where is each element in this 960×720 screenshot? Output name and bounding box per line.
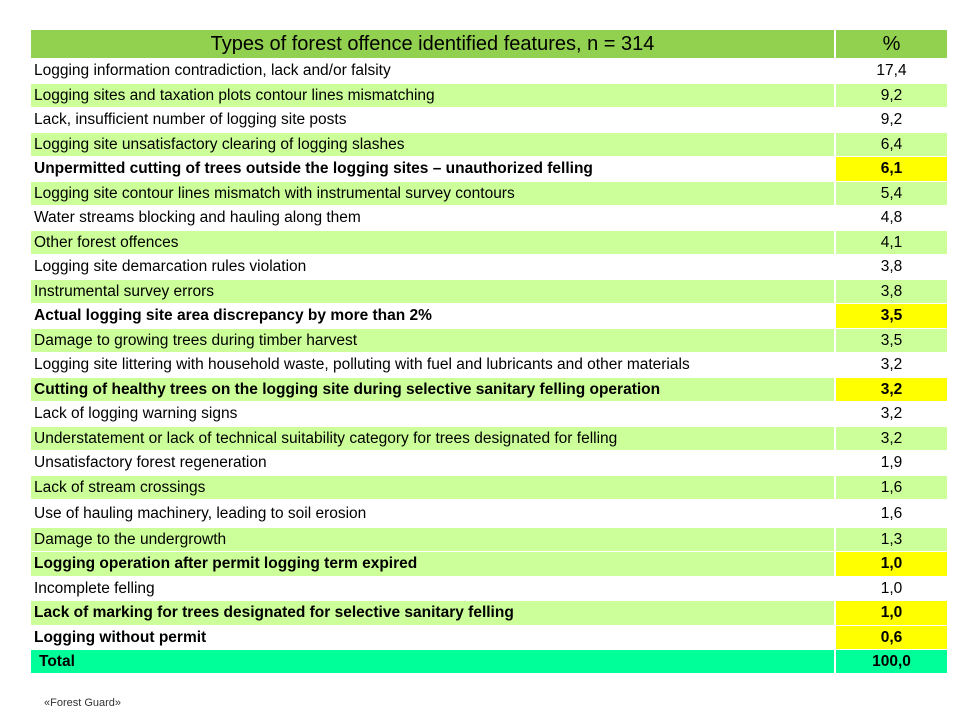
- table-row: [31, 626, 947, 650]
- row-percent: 3,5: [880, 331, 903, 349]
- row-label: Unsatisfactory forest regeneration: [31, 451, 836, 475]
- table-row: [31, 402, 947, 427]
- row-percent: 1,3: [880, 530, 903, 548]
- row-percent: 3,2: [836, 378, 947, 401]
- total-value: 100,0: [872, 652, 911, 670]
- table-row: [31, 353, 947, 378]
- table-row: [31, 577, 947, 601]
- table-row: [31, 231, 947, 255]
- row-percent: 3,8: [880, 258, 903, 275]
- row-label: Cutting of healthy trees on the logging site during selective sanitary felling operation: [31, 378, 836, 401]
- total-label: Total: [31, 650, 836, 673]
- row-label: Water streams blocking and hauling along them: [31, 206, 836, 230]
- row-label: Logging site littering with household waste, polluting with fuel and lubricants and other materials: [31, 353, 836, 377]
- row-label: Lack, insufficient number of logging site posts: [31, 108, 836, 132]
- table-row: [31, 206, 947, 231]
- row-label: Logging sites and taxation plots contour lines mismatching: [31, 84, 836, 107]
- table-header: [31, 30, 947, 59]
- table-row: [31, 378, 947, 402]
- row-percent: 0,6: [836, 626, 947, 649]
- table-row: [31, 108, 947, 133]
- row-percent: 6,4: [880, 135, 903, 153]
- table-row: [31, 133, 947, 157]
- table-row: [31, 528, 947, 552]
- row-percent: 3,2: [880, 356, 903, 373]
- row-percent: 1,0: [836, 552, 947, 576]
- row-label: Incomplete felling: [31, 577, 836, 600]
- row-label: Use of hauling machinery, leading to soil erosion: [31, 500, 836, 527]
- row-label: Lack of logging warning signs: [31, 402, 836, 426]
- row-label: Logging without permit: [31, 626, 836, 649]
- row-label: Unpermitted cutting of trees outside the logging sites – unauthorized felling: [31, 157, 836, 181]
- table-row: [31, 59, 947, 84]
- table-row: [31, 182, 947, 206]
- table-body: [31, 59, 947, 650]
- row-percent: 3,8: [880, 282, 903, 300]
- row-percent: 5,4: [880, 184, 903, 202]
- row-percent: 9,2: [880, 86, 903, 104]
- row-percent: 3,2: [880, 405, 903, 422]
- row-percent: 4,1: [880, 233, 903, 251]
- table-row: [31, 329, 947, 353]
- table-row: [31, 451, 947, 476]
- row-label: Other forest offences: [31, 231, 836, 254]
- header-title: Types of forest offence identified features, n = 314: [31, 30, 836, 58]
- row-percent: 17,4: [876, 62, 907, 79]
- row-percent: 1,9: [880, 454, 903, 471]
- table-row: [31, 500, 947, 528]
- row-label: Actual logging site area discrepancy by more than 2%: [31, 304, 836, 328]
- row-label: Instrumental survey errors: [31, 280, 836, 303]
- row-label: Logging site unsatisfactory clearing of logging slashes: [31, 133, 836, 156]
- row-label: Damage to growing trees during timber harvest: [31, 329, 836, 352]
- row-percent: 3,2: [880, 429, 903, 447]
- row-label: Logging information contradiction, lack and/or falsity: [31, 59, 836, 83]
- table-row: [31, 157, 947, 182]
- offence-table: [31, 30, 947, 674]
- table-row: [31, 601, 947, 626]
- row-percent: 4,8: [880, 209, 903, 226]
- row-label: Understatement or lack of technical suitability category for trees designated for felling: [31, 427, 836, 450]
- table-row: [31, 427, 947, 451]
- row-label: Lack of marking for trees designated for selective sanitary felling: [31, 601, 836, 625]
- table-row: [31, 552, 947, 577]
- table-row: [31, 255, 947, 280]
- row-label: Damage to the undergrowth: [31, 528, 836, 551]
- table-row: [31, 304, 947, 329]
- row-label: Logging site demarcation rules violation: [31, 255, 836, 279]
- header-percent: %: [882, 32, 901, 55]
- table-row: [31, 476, 947, 500]
- row-label: Logging site contour lines mismatch with instrumental survey contours: [31, 182, 836, 205]
- row-label: Logging operation after permit logging term expired: [31, 552, 836, 576]
- row-percent: 1,6: [880, 504, 903, 522]
- total-row: [31, 650, 947, 674]
- source-note: «Forest Guard»: [44, 697, 122, 709]
- row-percent: 1,0: [880, 579, 903, 597]
- row-label: Lack of stream crossings: [31, 476, 836, 499]
- row-percent: 9,2: [880, 111, 903, 128]
- row-percent: 3,5: [836, 304, 947, 328]
- row-percent: 1,6: [880, 478, 903, 496]
- table-row: [31, 280, 947, 304]
- row-percent: 1,0: [836, 601, 947, 625]
- table-row: [31, 84, 947, 108]
- row-percent: 6,1: [836, 157, 947, 181]
